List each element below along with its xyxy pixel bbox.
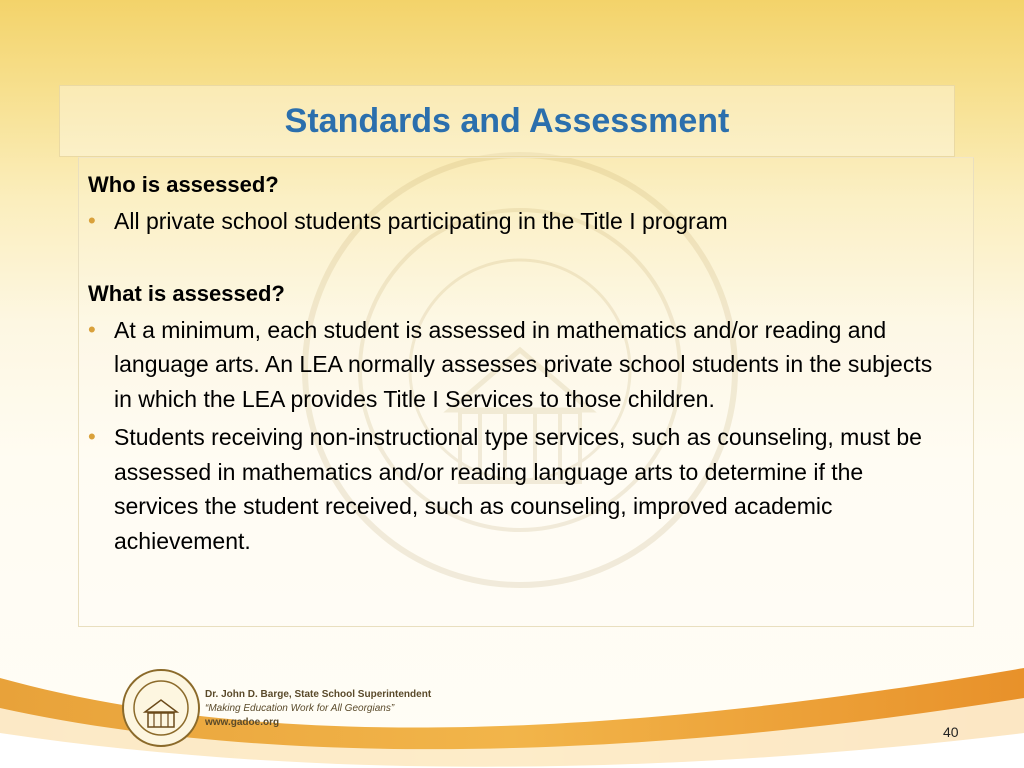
bullet-icon: • [88,424,96,449]
footer-seal-icon [121,668,201,748]
bullet-text: Students receiving non-instructional type services, such as counseling, must be assessed in mathematics and/or reading language arts to determine if the services the student received, such as counseling, improved academic achievement. [114,424,922,554]
slide-number: 40 [943,724,959,740]
slide-title: Standards and Assessment [284,102,730,140]
footer-superintendent: Dr. John D. Barge, State School Superintendent [205,689,432,700]
section-heading: What is assessed? [88,280,285,306]
bullet-icon: • [88,208,96,233]
bullet-icon: • [88,316,96,342]
bullet-item [88,313,948,417]
bullet-item [88,420,948,558]
title-box [59,85,955,157]
footer-motto: “Making Education Work for All Georgians” [205,703,395,714]
footer-url[interactable]: www.gadoe.org [205,717,280,728]
bullet-item [88,204,948,239]
bullet-text: At a minimum, each student is assessed in mathematics and/or reading and language arts. An LEA normally assesses private school students in the subjects in which the LEA provides Title I Services to those children. [114,316,933,412]
bullet-text: All private school students participating in the Title I program [114,208,728,234]
footer-text [205,688,431,730]
slide-content [88,170,948,558]
section-heading: Who is assessed? [88,172,279,197]
